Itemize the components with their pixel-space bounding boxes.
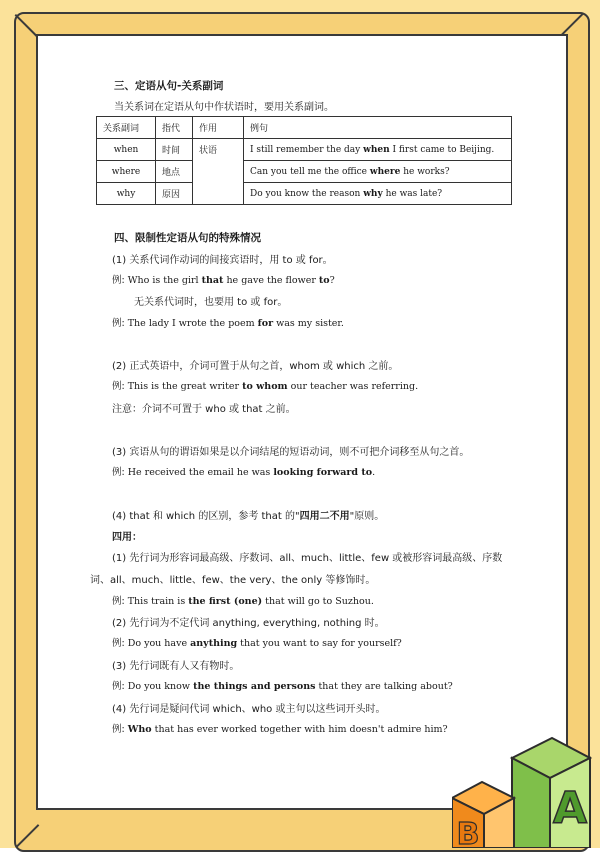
table-cell-ref: 地点 <box>156 161 193 183</box>
table-cell-adverb: why <box>97 183 156 205</box>
table-header: 指代 <box>156 117 193 139</box>
four-uses-label: 四用： <box>112 532 142 543</box>
table-cell-example: Can you tell me the office where he works? <box>244 161 512 183</box>
use-1-line-2: 词、all、much、little、few、the very、the only 等修饰时。 <box>90 575 376 586</box>
block-letter-a: A <box>552 783 588 834</box>
rule-3: (3) 宾语从句的谓语如果是以介词结尾的短语动词，则不可把介词移至从句之首。 <box>112 447 470 458</box>
table-header: 关系副词 <box>97 117 156 139</box>
table-row <box>97 161 512 183</box>
use-2: (2) 先行词为不定代词 anything, everything, nothing 时。 <box>112 618 385 629</box>
section4-heading: 四、限制性定语从句的特殊情况 <box>114 232 261 244</box>
example-line: 例: Do you know the things and persons that they are talking about? <box>112 681 453 692</box>
example-line: 例: Who is the girl that he gave the flower to? <box>112 275 335 286</box>
example-line: 例: Who that has ever worked together with him doesn't admire him? <box>112 724 448 735</box>
table-cell-role: 状语 <box>193 139 244 205</box>
table-cell-ref: 原因 <box>156 183 193 205</box>
use-4: (4) 先行词是疑问代词 which、who 或主句以这些词开头时。 <box>112 704 386 715</box>
example-line: 例: This is the great writer to whom our teacher was referring. <box>112 381 419 392</box>
example-line: 例: This train is the first (one) that will go to Suzhou. <box>112 596 374 607</box>
rule-4: (4) that 和 which 的区别，参考 that 的"四用二不用"原则。 <box>112 511 385 522</box>
table-header: 例句 <box>244 117 512 139</box>
table-header: 作用 <box>193 117 244 139</box>
example-line: 例: Do you have anything that you want to say for yourself? <box>112 638 402 649</box>
example-line: 例: The lady I wrote the poem for was my sister. <box>112 318 344 329</box>
use-3: (3) 先行词既有人又有物时。 <box>112 661 240 672</box>
table-cell-adverb: where <box>97 161 156 183</box>
table-cell-adverb: when <box>97 139 156 161</box>
block-a <box>512 738 590 848</box>
rule-2-note: 注意：介词不可置于 who 或 that 之前。 <box>112 404 296 415</box>
relative-adverb-table <box>96 116 512 205</box>
letter-blocks-illustration <box>452 718 592 848</box>
table-cell-example: I still remember the day when I first came to Beijing. <box>244 139 512 161</box>
use-1-line-1: (1) 先行词为形容词最高级、序数词、all、much、little、few 或被形容词最高级、序数 <box>112 553 503 564</box>
rule-2: (2) 正式英语中，介词可置于从句之首，whom 或 which 之前。 <box>112 361 399 372</box>
section3-heading: 三、定语从句-关系副词 <box>114 80 224 92</box>
rule-1: (1) 关系代词作动词的间接宾语时，用 to 或 for。 <box>112 255 333 266</box>
rule-1-note: 无关系代词时，也要用 to 或 for。 <box>134 297 288 308</box>
table-row <box>97 183 512 205</box>
table-cell-ref: 时间 <box>156 139 193 161</box>
block-b <box>452 782 514 848</box>
section3-intro: 当关系词在定语从句中作状语时，要用关系副词。 <box>114 102 334 113</box>
table-cell-example: Do you know the reason why he was late? <box>244 183 512 205</box>
block-letter-b: B <box>456 817 480 848</box>
table-row <box>97 139 512 161</box>
example-line: 例: He received the email he was looking forward to. <box>112 467 376 478</box>
table-header-row <box>97 117 512 139</box>
